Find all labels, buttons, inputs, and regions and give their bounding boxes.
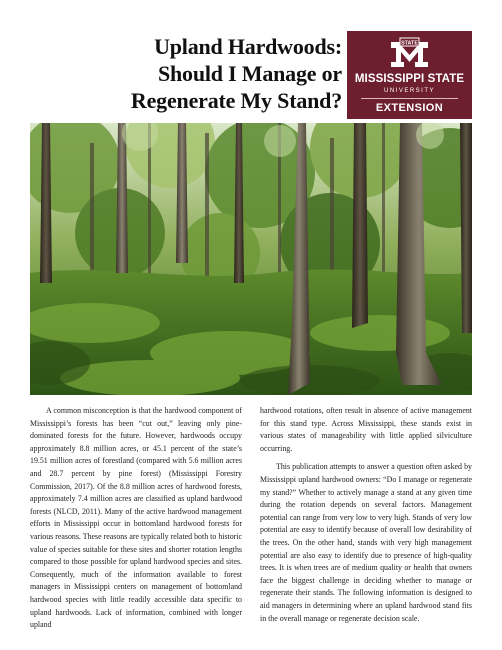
title-line-3: Regenerate My Stand?: [130, 88, 342, 113]
document-title: [90, 33, 342, 114]
body-column-right: [260, 405, 472, 625]
logo-divider: [361, 98, 458, 99]
logo-university-name: MISSISSIPPI STATE: [354, 73, 465, 85]
logo-department: EXTENSION: [375, 102, 444, 114]
mark-text: STATE: [401, 40, 418, 47]
logo-university-sub: UNIVERSITY: [383, 88, 435, 94]
msu-extension-logo: [347, 31, 472, 119]
paragraph-1: A common misconception is that the hardwood component of Mississippi’s forests has been “cut out,” leaving only pine-dominated forests for the future. However, hardwoods occupy approximately 8.8 million acres, or 45.1 percent of the state’s 19.51 million acres of forestland (compared with 5.6 million acres and 28.7 percent by pine forest) (Mississippi Forestry Commission, 2017). Of the 8.8 million acres of hardwood forests, approximately 7.4 million acres are classified as upland hardwood forests (NLCD, 2011). Many of the active hardwood management efforts in Mississippi occur in bottomland hardwood forests for various reasons. These reasons are typically related both to historic value of species suitable for these sites and shorter rotation lengths compared to those possible for upland hardwood species and sites. Consequently, much of the information available to forest managers in Mississippi centers on management of bottomland hardwood species with little readily accessible data specific to upland hardwoods. Lack of information, combined with longer upland: [30, 406, 242, 630]
body-column-left: [30, 405, 242, 632]
paragraph-2: hardwood rotations, often result in absence of active management for this stand type. Across Mississippi, these stands exist in various states of manageability with little applied silviculture occurring.: [260, 406, 472, 453]
title-line-1: Upland Hardwoods:: [154, 34, 342, 59]
title-line-2: Should I Manage or: [157, 61, 342, 86]
msu-m-mark-icon: [389, 36, 430, 68]
paragraph-3: This publication attempts to answer a question often asked by Mississippi upland hardwood owners: “Do I manage or regenerate my stand?” Whether to actively manage a stand at any given time during the rotation depends on several factors. Management potential can range from very low to very high. Stands of very low potential are easy to identify because of overall low desirability of the trees. On the other hand, stands with very high management potential are also easy to identify due to presence of high-quality trees. It is when trees are of medium quality or health that owners face the biggest challenge in deciding whether to manage or regenerate their stands. The following information is designed to aid managers in determining where an upland hardwood stand fits in the overall manage or regenerate decision scale.: [260, 462, 472, 623]
forest-photo: [30, 123, 472, 395]
